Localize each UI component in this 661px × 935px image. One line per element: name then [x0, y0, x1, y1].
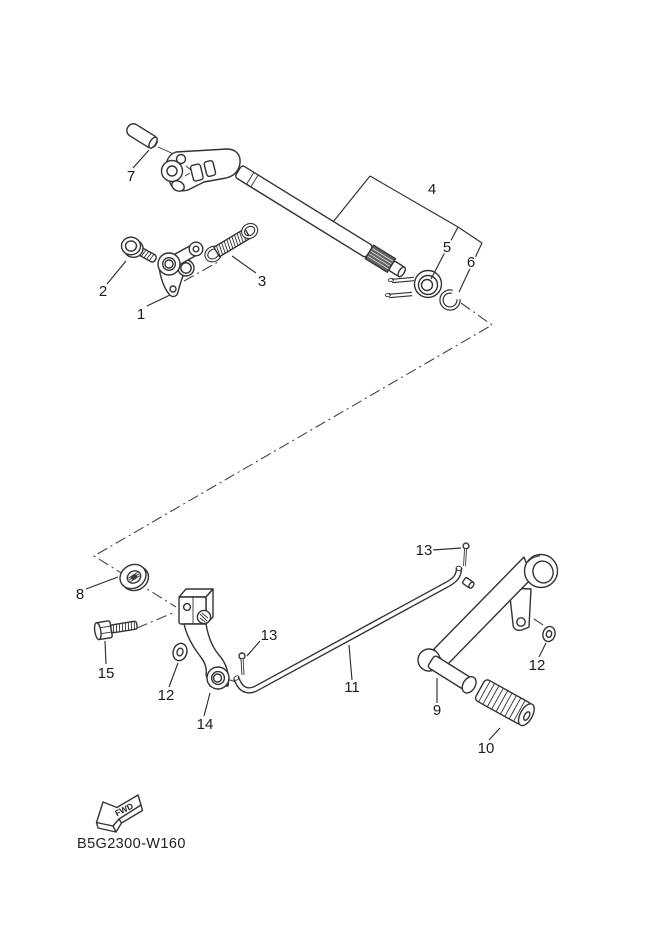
- oil-seal-part-8: [115, 560, 153, 596]
- callout-6: 6: [466, 254, 476, 271]
- bolt-part-2: [122, 237, 158, 263]
- fwd-arrow: [97, 795, 143, 832]
- washer-part-12-right: [541, 625, 556, 643]
- shift-shaft-part-4: [162, 149, 409, 280]
- cotter-pin-part-13-left: [239, 653, 245, 675]
- callout-5: 5: [442, 239, 452, 256]
- callout-leader-lines: [86, 150, 546, 740]
- cotter-pin-part-13-upper: [463, 543, 469, 566]
- pin-part-7: [125, 121, 176, 155]
- shift-arm-part-14: [179, 589, 229, 689]
- callout-1: 1: [136, 306, 146, 323]
- callout-12-left: 12: [157, 687, 175, 704]
- callout-8: 8: [75, 586, 85, 603]
- callout-4: 4: [427, 181, 437, 198]
- callout-9: 9: [432, 702, 442, 719]
- callout-2: 2: [98, 283, 108, 300]
- callout-12-right: 12: [528, 657, 546, 674]
- fwd-label: FWD: [113, 800, 135, 819]
- bolt-part-15: [94, 617, 139, 640]
- callout-10: 10: [477, 740, 495, 757]
- callout-11: 11: [344, 679, 360, 696]
- callout-14: 14: [196, 716, 214, 733]
- callout-3: 3: [257, 273, 267, 290]
- circlip-part-6: [442, 292, 459, 309]
- rod-end-stud: [462, 577, 475, 589]
- callout-7: 7: [126, 168, 136, 185]
- part-code-label: B5G2300-W160: [77, 836, 186, 852]
- callout-13-upper: 13: [415, 542, 433, 559]
- shift-pedal-lever: [418, 555, 558, 696]
- callout-13-left: 13: [260, 627, 278, 644]
- return-spring-part-3: [204, 223, 259, 263]
- stopper-lever-part-1: [158, 242, 203, 296]
- pedal-rubber-part-10: [474, 679, 537, 729]
- washer-part-12-left: [171, 642, 189, 663]
- callout-15: 15: [97, 665, 115, 682]
